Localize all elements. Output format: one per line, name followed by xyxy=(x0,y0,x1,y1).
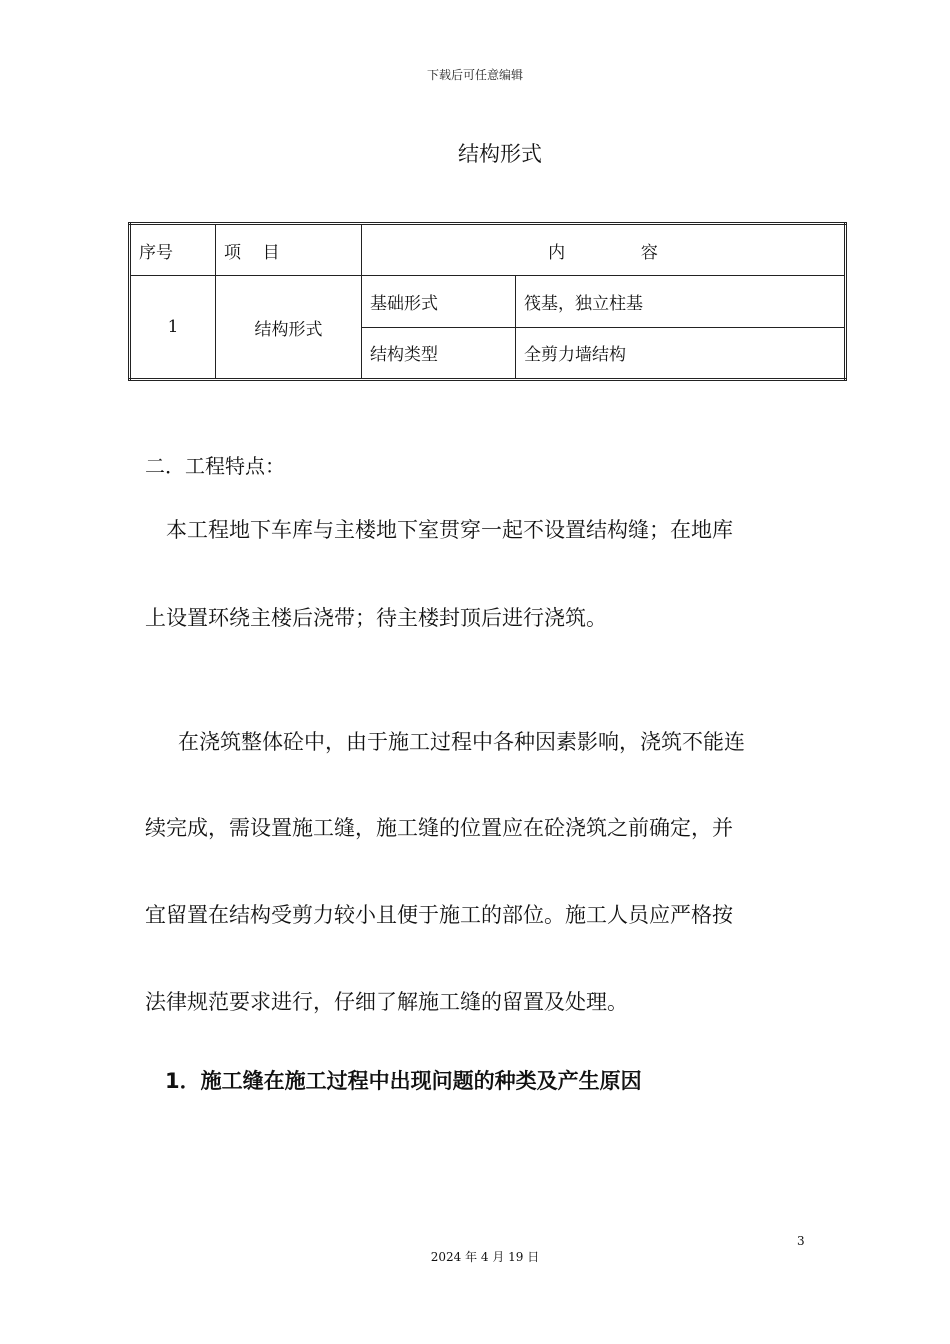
paragraph-line: 上设置环绕主楼后浇带；待主楼封顶后进行浇筑。 xyxy=(145,606,607,630)
sub-value: 全剪力墙结构 xyxy=(516,327,846,379)
paragraph-line: 续完成，需设置施工缝，施工缝的位置应在砼浇筑之前确定，并 xyxy=(145,816,733,840)
page-number: 3 xyxy=(797,1234,805,1248)
table-row xyxy=(130,276,846,327)
header-content: 内 容 xyxy=(362,224,846,276)
header-no: 序号 xyxy=(130,224,216,276)
header-item: 项 目 xyxy=(216,224,362,276)
subsection-heading: 1．施工缝在施工过程中出现问题的种类及产生原因 xyxy=(165,1069,642,1093)
section-heading: 二．工程特点： xyxy=(145,454,285,478)
paragraph-line: 本工程地下车库与主楼地下室贯穿一起不设置结构缝；在地库 xyxy=(166,518,733,542)
table-header-row xyxy=(130,224,846,276)
page-header-note: 下载后可任意编辑 xyxy=(426,68,523,82)
sub-label: 结构类型 xyxy=(362,327,516,379)
row-no: 1 xyxy=(130,276,216,380)
footer-date: 2024 年 4 月 19 日 xyxy=(430,1250,540,1264)
row-item: 结构形式 xyxy=(216,276,362,380)
structure-table xyxy=(128,222,847,381)
sub-value: 筏基，独立柱基 xyxy=(516,276,846,327)
paragraph-line: 宜留置在结构受剪力较小且便于施工的部位。施工人员应严格按 xyxy=(145,903,733,927)
paragraph-line: 法律规范要求进行，仔细了解施工缝的留置及处理。 xyxy=(145,990,628,1014)
page-title: 结构形式 xyxy=(458,142,542,166)
paragraph-line: 在浇筑整体砼中，由于施工过程中各种因素影响，浇筑不能连 xyxy=(178,730,745,754)
sub-label: 基础形式 xyxy=(362,276,516,327)
